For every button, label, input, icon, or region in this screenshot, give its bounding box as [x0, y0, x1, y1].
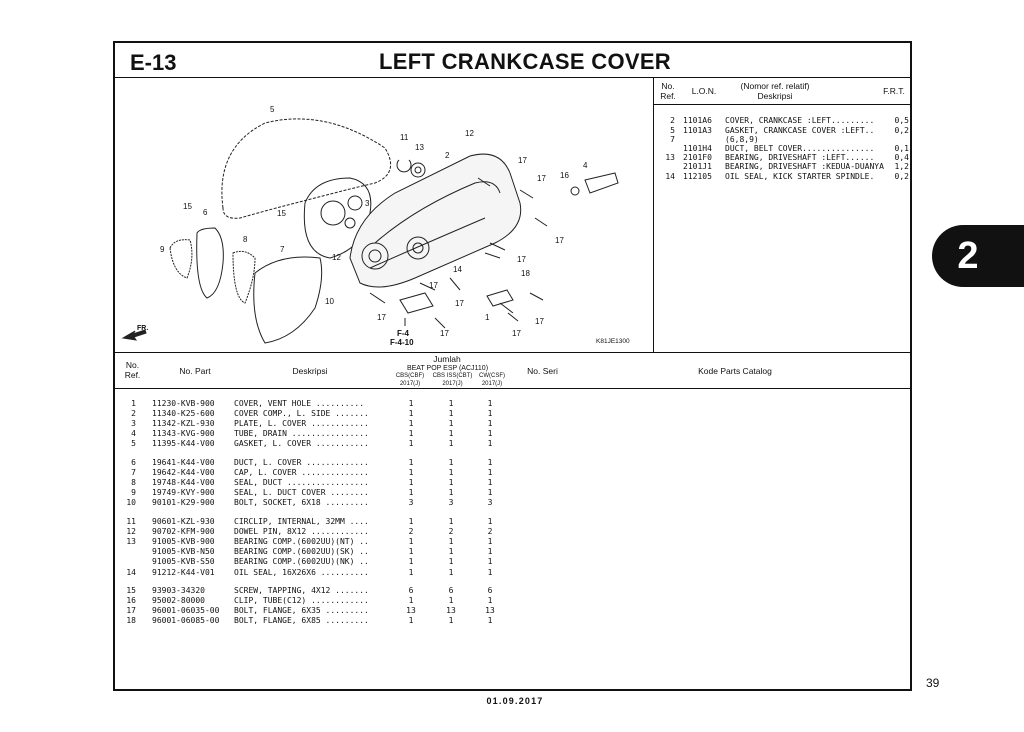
cell-part-no: 11342-KZL-930	[152, 419, 215, 429]
parts-head-col2: CBS ISS(CBT) 2017(J)	[432, 373, 473, 387]
cell-qty-cbs-iss: 1	[448, 537, 454, 547]
table-row	[118, 616, 518, 626]
cell-qty-cw: 1	[487, 458, 493, 467]
cell-qty-cbs-iss: 1	[448, 478, 454, 488]
cell-qty-cbs-iss: 1	[448, 557, 454, 567]
cell-qty-cw: 1	[487, 547, 493, 557]
cell-qty-cbs: 1	[408, 439, 414, 449]
cell-qty-cbs: 1	[408, 567, 414, 577]
table-row	[118, 468, 518, 478]
callout-17b: 17	[537, 174, 546, 183]
frt-cell-desc: (6,8,9)	[725, 135, 759, 144]
table-row	[118, 537, 518, 547]
cell-ref-no: 18	[126, 616, 136, 626]
cell-description: BOLT, SOCKET, 6X18 .........	[234, 498, 369, 508]
frt-cell-frt: 0,2	[894, 172, 909, 181]
cell-qty-cw: 13	[485, 606, 495, 616]
cell-part-no: 11340-K25-600	[152, 409, 215, 419]
page-title: LEFT CRANKCASE COVER	[378, 49, 671, 74]
cell-qty-cw: 1	[487, 409, 493, 419]
cell-qty-cbs: 1	[408, 458, 414, 467]
diagram-code: K81JE1300	[596, 338, 630, 345]
frt-cell-no: 7	[670, 135, 675, 144]
cell-qty-cw: 1	[487, 468, 493, 478]
page-number: 39	[926, 676, 940, 690]
cell-description: COVER COMP., L. SIDE .......	[234, 409, 369, 419]
cell-ref-no: 15	[126, 586, 136, 596]
cell-qty-cbs: 1	[408, 517, 414, 526]
frt-head-lon: L.O.N.	[691, 86, 717, 96]
cell-description: GASKET, L. COVER ...........	[234, 439, 369, 449]
callout-17j: 17	[512, 329, 521, 338]
frt-row	[659, 172, 909, 182]
cell-qty-cbs: 1	[408, 616, 414, 626]
cell-ref-no: 14	[126, 567, 136, 577]
cell-qty-cbs: 1	[408, 537, 414, 547]
cell-description: DOWEL PIN, 8X12 ............	[234, 527, 369, 537]
frt-cell-lon: 2101J1	[683, 162, 712, 171]
frt-row	[659, 162, 909, 172]
cell-part-no: 90702-KFM-900	[152, 527, 215, 537]
callout-14: 14	[453, 265, 462, 274]
section-code: E-13	[130, 50, 177, 75]
cell-qty-cbs-iss: 1	[448, 399, 454, 408]
table-row	[118, 568, 518, 578]
cell-qty-cbs: 1	[408, 596, 414, 606]
cell-qty-cbs-iss: 1	[448, 419, 454, 429]
cell-qty-cbs-iss: 1	[448, 596, 454, 606]
callout-7: 7	[280, 245, 285, 254]
cell-part-no: 93903-34320	[152, 586, 205, 596]
callout-18: 18	[521, 269, 530, 278]
callout-17d: 17	[555, 236, 564, 245]
callout-6: 6	[203, 208, 208, 217]
frt-cell-lon: 1101H4	[683, 144, 712, 153]
cell-qty-cbs: 1	[408, 478, 414, 488]
callout-16: 16	[560, 171, 569, 180]
cell-qty-cbs-iss: 1	[448, 409, 454, 419]
callout-17a: 17	[518, 156, 527, 165]
table-row	[118, 439, 518, 449]
frt-head-frt: F.R.T.	[883, 86, 905, 96]
table-row	[118, 517, 518, 527]
cell-qty-cw: 3	[487, 498, 493, 508]
exploded-diagram	[115, 78, 653, 352]
cell-description: OIL SEAL, 16X26X6 ..........	[234, 567, 369, 577]
cell-qty-cbs: 1	[408, 399, 414, 408]
cell-part-no: 96001-06035-00	[152, 606, 220, 616]
frt-cell-no: 5	[670, 126, 675, 135]
callout-3: 3	[365, 199, 370, 208]
frt-cell-desc: OIL SEAL, KICK STARTER SPINDLE.	[725, 172, 875, 181]
cell-ref-no: 13	[126, 537, 136, 547]
cell-description: CLIP, TUBE(C12) ............	[234, 596, 369, 606]
cell-qty-cw: 1	[487, 567, 493, 577]
frt-cell-frt: 0,1	[894, 144, 909, 153]
cell-qty-cbs-iss: 13	[446, 606, 456, 616]
cell-part-no: 11343-KVG-900	[152, 429, 215, 439]
parts-header-divider	[115, 388, 910, 389]
cell-part-no: 19748-K44-V00	[152, 478, 215, 488]
cell-qty-cw: 1	[487, 537, 493, 547]
fr-label: FR.	[137, 325, 149, 332]
frt-cell-lon: 2101F0	[683, 153, 712, 162]
diagram-bottom-divider	[115, 352, 910, 353]
frt-cell-lon: 1101A6	[683, 116, 712, 125]
parts-head-no: No. Ref.	[124, 360, 141, 380]
cap-outline	[254, 257, 322, 343]
cell-ref-no: 8	[131, 478, 136, 488]
callout-13: 13	[415, 143, 424, 152]
table-row	[118, 586, 518, 596]
frt-cell-desc: GASKET, CRANKCASE COVER :LEFT..	[725, 126, 875, 135]
frt-cell-frt: 0,5	[894, 116, 909, 125]
cell-qty-cbs: 1	[408, 419, 414, 429]
cell-qty-cbs: 3	[408, 498, 414, 508]
cell-ref-no: 4	[131, 429, 136, 439]
cell-ref-no: 3	[131, 419, 136, 429]
cell-part-no: 95002-80000	[152, 596, 205, 606]
ref-f4-10: F-4-10	[390, 338, 414, 347]
cell-qty-cbs-iss: 2	[448, 527, 454, 537]
frt-cell-desc: BEARING, DRIVESHAFT :KEDUA-DUANYA	[725, 162, 884, 171]
table-row	[118, 606, 518, 616]
cell-ref-no: 2	[131, 409, 136, 419]
cell-ref-no: 16	[126, 596, 136, 606]
callout-10: 10	[325, 297, 334, 306]
callout-17c: 17	[517, 255, 526, 264]
parts-head-desc: Deskripsi	[292, 366, 328, 376]
cell-ref-no: 12	[126, 527, 136, 537]
callout-17i: 17	[440, 329, 449, 338]
frt-row	[659, 116, 909, 126]
cell-qty-cw: 1	[487, 429, 493, 439]
ref-f4: F-4	[397, 329, 409, 338]
cell-part-no: 91005-KVB-N50	[152, 547, 215, 557]
callout-15b: 15	[277, 209, 286, 218]
cell-qty-cbs-iss: 1	[448, 429, 454, 439]
cell-part-no: 91005-KVB-S50	[152, 557, 215, 567]
cell-ref-no: 11	[126, 517, 136, 526]
table-row	[118, 409, 518, 419]
chapter-tab: 2	[932, 225, 1024, 287]
frt-cell-lon: 112105	[683, 172, 712, 181]
cell-description: COVER, VENT HOLE ..........	[234, 399, 365, 408]
cell-ref-no: 5	[131, 439, 136, 449]
frt-head-desc: (Nomor ref. relatif) Deskripsi	[740, 81, 810, 101]
callout-12: 12	[465, 129, 474, 138]
cell-qty-cw: 1	[487, 517, 493, 526]
parts-head-catalog: Kode Parts Catalog	[698, 366, 772, 376]
cell-qty-cbs-iss: 1	[448, 517, 454, 526]
table-row	[118, 429, 518, 439]
diagram-divider	[653, 78, 654, 352]
table-row	[118, 458, 518, 468]
cell-qty-cw: 1	[487, 488, 493, 498]
parts-head-jumlah: Jumlah	[433, 354, 461, 364]
frt-cell-desc: DUCT, BELT COVER...............	[725, 144, 875, 153]
parts-head-seri: No. Seri	[527, 366, 558, 376]
cell-qty-cbs-iss: 1	[448, 567, 454, 577]
frt-header-divider	[654, 104, 910, 105]
table-row	[118, 498, 518, 508]
callout-11: 11	[400, 133, 409, 142]
cell-qty-cbs: 13	[406, 606, 416, 616]
frt-cell-no: 14	[665, 172, 675, 181]
callout-8: 8	[243, 235, 248, 244]
cell-ref-no: 6	[131, 458, 136, 467]
callout-17h: 17	[535, 317, 544, 326]
callout-15a: 15	[183, 202, 192, 211]
cell-part-no: 11230-KVB-900	[152, 399, 215, 408]
cell-part-no: 90101-K29-900	[152, 498, 215, 508]
callout-17e: 17	[429, 281, 438, 290]
cell-qty-cbs-iss: 1	[448, 547, 454, 557]
table-row	[118, 557, 518, 567]
cell-description: SEAL, L. DUCT COVER ........	[234, 488, 369, 498]
cell-description: CAP, L. COVER ..............	[234, 468, 369, 478]
table-row	[118, 596, 518, 606]
frt-head-no: No. Ref.	[660, 81, 676, 101]
print-date: 01.09.2017	[486, 696, 544, 706]
parts-head-model: BEAT POP ESP (ACJ110)	[406, 365, 489, 372]
callout-12b: 12	[332, 253, 341, 262]
cell-description: BEARING COMP.(6002UU)(NK) ..	[234, 557, 369, 567]
cell-description: PLATE, L. COVER ............	[234, 419, 369, 429]
cell-qty-cbs: 1	[408, 557, 414, 567]
table-row	[118, 478, 518, 488]
cell-description: BOLT, FLANGE, 6X35 .........	[234, 606, 369, 616]
cell-description: TUBE, DRAIN ................	[234, 429, 369, 439]
cell-description: BEARING COMP.(6002UU)(SK) ..	[234, 547, 369, 557]
cell-qty-cw: 2	[487, 527, 493, 537]
cell-qty-cbs: 1	[408, 409, 414, 419]
frt-cell-frt: 0,4	[894, 153, 909, 162]
cell-part-no: 91212-K44-V01	[152, 567, 215, 577]
cell-qty-cw: 6	[487, 586, 493, 596]
frt-cell-desc: BEARING, DRIVESHAFT :LEFT......	[725, 153, 875, 162]
cell-qty-cw: 1	[487, 596, 493, 606]
cell-qty-cbs: 1	[408, 429, 414, 439]
cell-description: DUCT, L. COVER .............	[234, 458, 369, 467]
cell-qty-cw: 1	[487, 419, 493, 429]
cell-qty-cbs-iss: 1	[448, 439, 454, 449]
parts-head-col1: CBS(CBF) 2017(J)	[395, 373, 425, 387]
cell-description: SEAL, DUCT .................	[234, 478, 369, 488]
cell-part-no: 91005-KVB-900	[152, 537, 215, 547]
frt-cell-no: 13	[665, 153, 675, 162]
cell-qty-cw: 1	[487, 557, 493, 567]
cell-ref-no: 7	[131, 468, 136, 478]
table-row	[118, 399, 518, 409]
callout-17g: 17	[377, 313, 386, 322]
callout-2: 2	[445, 151, 450, 160]
cell-part-no: 11395-K44-V00	[152, 439, 215, 449]
cell-description: BOLT, FLANGE, 6X85 .........	[234, 616, 369, 626]
cell-ref-no: 10	[126, 498, 136, 508]
callout-17f: 17	[455, 299, 464, 308]
cell-qty-cbs-iss: 1	[448, 458, 454, 467]
cell-qty-cbs-iss: 1	[448, 468, 454, 478]
cell-description: SCREW, TAPPING, 4X12 .......	[234, 586, 369, 596]
cell-qty-cbs: 1	[408, 468, 414, 478]
cell-qty-cbs-iss: 1	[448, 488, 454, 498]
cell-part-no: 19749-KVY-900	[152, 488, 215, 498]
cell-description: CIRCLIP, INTERNAL, 32MM ....	[234, 517, 369, 526]
cell-qty-cw: 1	[487, 478, 493, 488]
table-row	[118, 547, 518, 557]
main-cover-outline	[350, 154, 521, 287]
parts-head-col3: CW(CSF) 2017(J)	[479, 373, 505, 387]
cell-qty-cw: 1	[487, 616, 493, 626]
cell-qty-cbs: 6	[408, 586, 414, 596]
cell-qty-cbs: 1	[408, 488, 414, 498]
cell-qty-cbs-iss: 3	[448, 498, 454, 508]
table-row	[118, 527, 518, 537]
callout-9: 9	[160, 245, 165, 254]
callout-1: 1	[485, 313, 490, 322]
cell-ref-no: 17	[126, 606, 136, 616]
cell-part-no: 90601-KZL-930	[152, 517, 215, 526]
cell-qty-cbs: 2	[408, 527, 414, 537]
parts-head-part: No. Part	[179, 366, 211, 376]
table-row	[118, 419, 518, 429]
callout-4: 4	[583, 161, 588, 170]
frt-cell-lon: 1101A3	[683, 126, 712, 135]
cell-part-no: 96001-06085-00	[152, 616, 220, 626]
frt-cell-frt: 1,2	[894, 162, 909, 171]
cell-description: BEARING COMP.(6002UU)(NT) ..	[234, 537, 369, 547]
cell-ref-no: 9	[131, 488, 136, 498]
callout-5: 5	[270, 105, 275, 114]
duct-outline	[197, 228, 224, 298]
cell-qty-cw: 1	[487, 439, 493, 449]
cell-qty-cbs-iss: 6	[448, 586, 454, 596]
frt-cell-desc: COVER, CRANKCASE :LEFT.........	[725, 116, 875, 125]
cell-part-no: 19642-K44-V00	[152, 468, 215, 478]
cell-qty-cbs: 1	[408, 547, 414, 557]
table-row	[118, 488, 518, 498]
cell-qty-cbs-iss: 1	[448, 616, 454, 626]
cell-ref-no: 1	[131, 399, 136, 408]
cell-qty-cw: 1	[487, 399, 493, 408]
cell-part-no: 19641-K44-V00	[152, 458, 215, 467]
frt-cell-frt: 0,2	[894, 126, 909, 135]
frt-cell-no: 2	[670, 116, 675, 125]
